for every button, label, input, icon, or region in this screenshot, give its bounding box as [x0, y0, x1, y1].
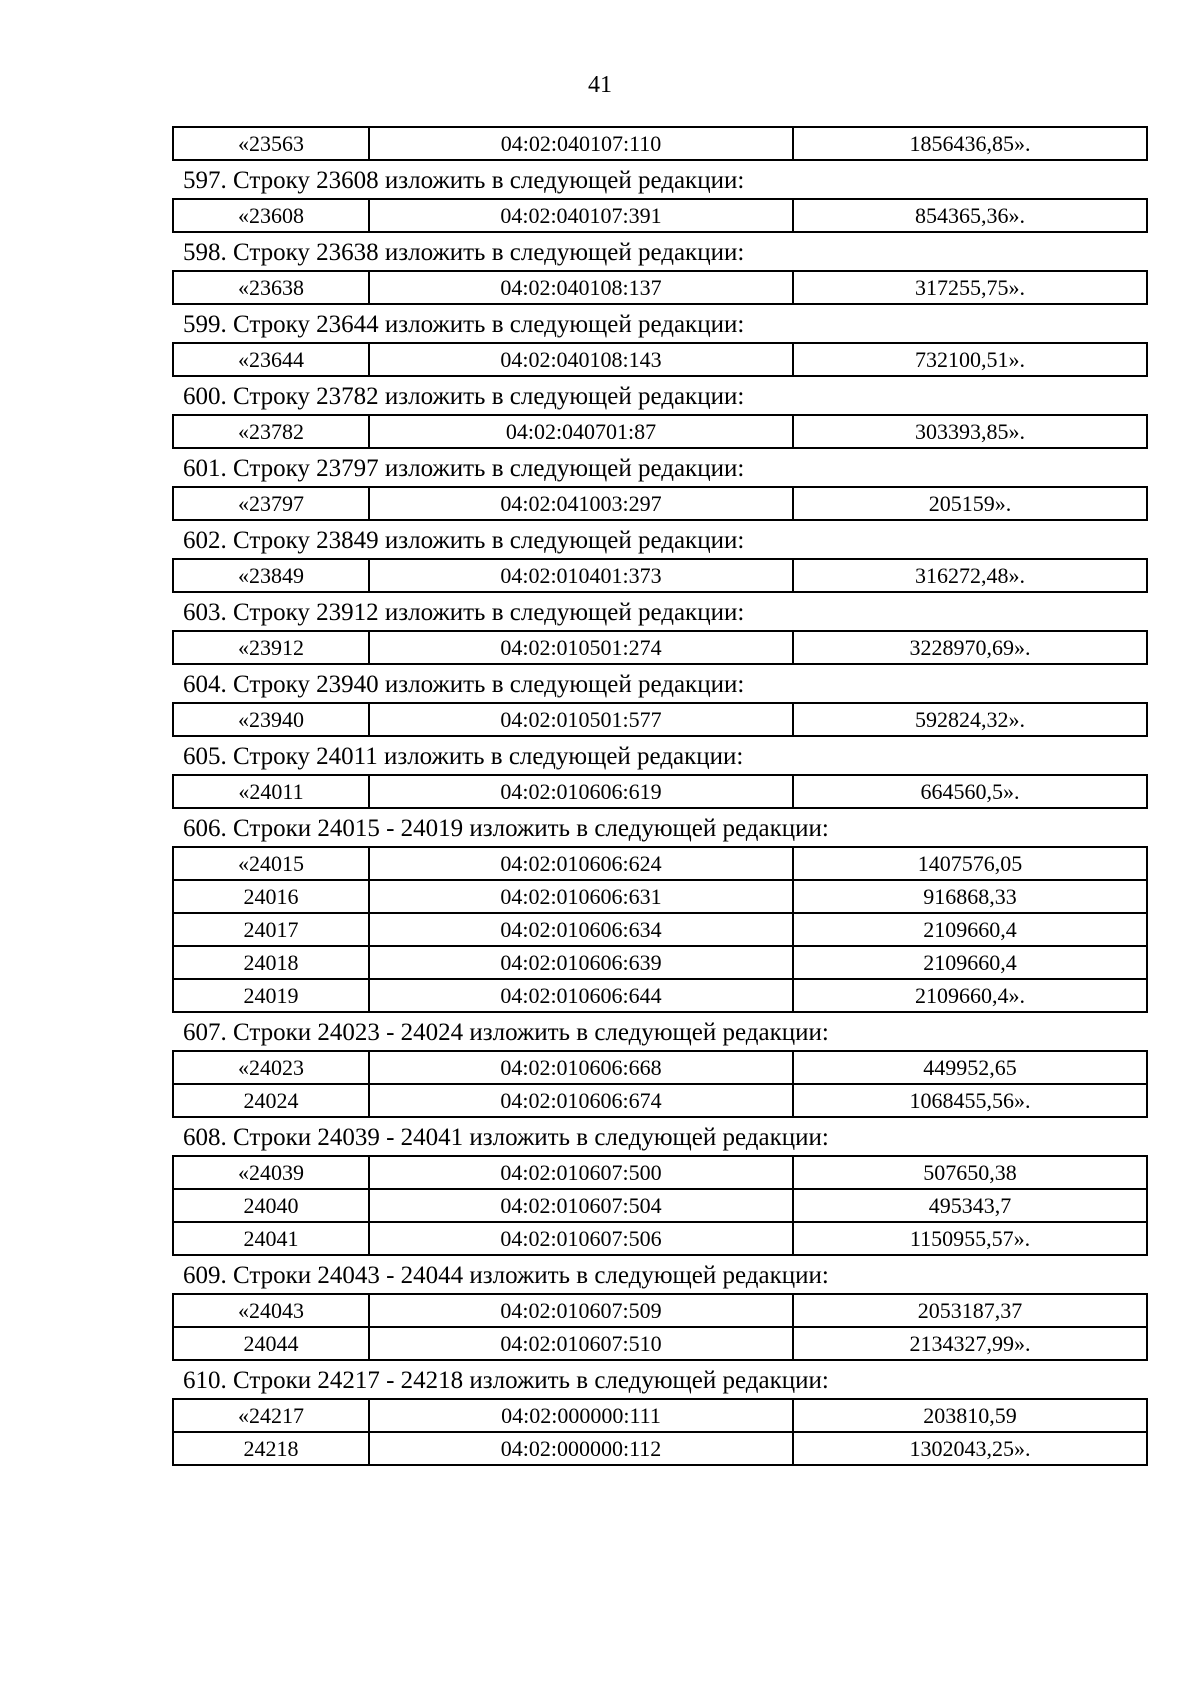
amendment-heading: 608. Строки 24039 - 24041 изложить в следующей редакции: — [183, 1124, 829, 1151]
amendment-heading: 609. Строки 24043 - 24044 изложить в следующей редакции: — [183, 1262, 829, 1289]
row-number-cell: 24024 — [173, 1084, 369, 1117]
value-cell: 1150955,57». — [793, 1222, 1147, 1255]
value-cell: 592824,32». — [793, 703, 1147, 736]
row-number-cell: «23797 — [173, 487, 369, 520]
amendment-heading: 600. Строку 23782 изложить в следующей редакции: — [183, 383, 745, 410]
row-number-cell: «24023 — [173, 1051, 369, 1084]
value-cell: 1302043,25». — [793, 1432, 1147, 1465]
cadastral-number-cell: 04:02:010606:639 — [369, 946, 793, 979]
table-row — [173, 1084, 1147, 1117]
amendment-block — [172, 667, 1146, 737]
value-cell: 205159». — [793, 487, 1147, 520]
data-table — [172, 630, 1148, 665]
data-table — [172, 270, 1148, 305]
data-table — [172, 126, 1148, 161]
amendment-heading: 605. Строку 24011 изложить в следующей редакции: — [183, 743, 744, 770]
table-row — [173, 1156, 1147, 1189]
row-number-cell: «24011 — [173, 775, 369, 808]
data-table — [172, 486, 1148, 521]
value-cell: 732100,51». — [793, 343, 1147, 376]
row-number-cell: «24015 — [173, 847, 369, 880]
row-number-cell: «23940 — [173, 703, 369, 736]
amendment-block — [172, 595, 1146, 665]
amendment-block — [172, 1015, 1146, 1118]
data-table — [172, 198, 1148, 233]
cadastral-number-cell: 04:02:010501:274 — [369, 631, 793, 664]
row-number-cell: 24040 — [173, 1189, 369, 1222]
amendment-block — [172, 1363, 1146, 1466]
cadastral-number-cell: 04:02:010607:506 — [369, 1222, 793, 1255]
table-row — [173, 880, 1147, 913]
cadastral-number-cell: 04:02:040108:143 — [369, 343, 793, 376]
row-number-cell: 24019 — [173, 979, 369, 1012]
value-cell: 1856436,85». — [793, 127, 1147, 160]
table-row — [173, 703, 1147, 736]
row-number-cell: «23644 — [173, 343, 369, 376]
value-cell: 2109660,4 — [793, 913, 1147, 946]
cadastral-number-cell: 04:02:010606:668 — [369, 1051, 793, 1084]
value-cell: 507650,38 — [793, 1156, 1147, 1189]
table-row — [173, 1222, 1147, 1255]
row-number-cell: «24043 — [173, 1294, 369, 1327]
table-row — [173, 559, 1147, 592]
value-cell: 449952,65 — [793, 1051, 1147, 1084]
amendment-heading: 598. Строку 23638 изложить в следующей редакции: — [183, 239, 745, 266]
table-row — [173, 1051, 1147, 1084]
table-row — [173, 487, 1147, 520]
row-number-cell: 24017 — [173, 913, 369, 946]
cadastral-number-cell: 04:02:040701:87 — [369, 415, 793, 448]
table-row — [173, 343, 1147, 376]
table-row — [173, 1327, 1147, 1360]
amendment-block — [172, 307, 1146, 377]
document-body — [172, 126, 1146, 1466]
row-number-cell: «23912 — [173, 631, 369, 664]
row-number-cell: «23782 — [173, 415, 369, 448]
table-row — [173, 127, 1147, 160]
page-number: 41 — [588, 72, 612, 98]
value-cell: 854365,36». — [793, 199, 1147, 232]
row-number-cell: «23608 — [173, 199, 369, 232]
value-cell: 3228970,69». — [793, 631, 1147, 664]
cadastral-number-cell: 04:02:010607:510 — [369, 1327, 793, 1360]
table-row — [173, 1294, 1147, 1327]
cadastral-number-cell: 04:02:040108:137 — [369, 271, 793, 304]
table-row — [173, 631, 1147, 664]
table-row — [173, 1432, 1147, 1465]
table-row — [173, 847, 1147, 880]
table-row — [173, 1399, 1147, 1432]
data-table — [172, 702, 1148, 737]
amendment-block — [172, 523, 1146, 593]
amendment-heading: 606. Строки 24015 - 24019 изложить в следующей редакции: — [183, 815, 829, 842]
amendment-block — [172, 1120, 1146, 1256]
amendment-block — [172, 739, 1146, 809]
value-cell: 1407576,05 — [793, 847, 1147, 880]
cadastral-number-cell: 04:02:010606:634 — [369, 913, 793, 946]
table-row — [173, 913, 1147, 946]
cadastral-number-cell: 04:02:010606:624 — [369, 847, 793, 880]
value-cell: 2134327,99». — [793, 1327, 1147, 1360]
amendment-block — [172, 163, 1146, 233]
table-row — [173, 271, 1147, 304]
row-number-cell: 24018 — [173, 946, 369, 979]
value-cell: 1068455,56». — [793, 1084, 1147, 1117]
amendment-heading: 601. Строку 23797 изложить в следующей редакции: — [183, 455, 745, 482]
data-table — [172, 846, 1148, 1013]
value-cell: 664560,5». — [793, 775, 1147, 808]
amendment-heading: 602. Строку 23849 изложить в следующей редакции: — [183, 527, 745, 554]
row-number-cell: 24044 — [173, 1327, 369, 1360]
value-cell: 495343,7 — [793, 1189, 1147, 1222]
amendment-block — [172, 1258, 1146, 1361]
data-table — [172, 774, 1148, 809]
table-row — [173, 775, 1147, 808]
row-number-cell: «23638 — [173, 271, 369, 304]
cadastral-number-cell: 04:02:010501:577 — [369, 703, 793, 736]
value-cell: 303393,85». — [793, 415, 1147, 448]
data-table — [172, 1293, 1148, 1361]
value-cell: 2053187,37 — [793, 1294, 1147, 1327]
cadastral-number-cell: 04:02:040107:110 — [369, 127, 793, 160]
table-row — [173, 946, 1147, 979]
amendment-heading: 599. Строку 23644 изложить в следующей редакции: — [183, 311, 745, 338]
cadastral-number-cell: 04:02:010607:500 — [369, 1156, 793, 1189]
row-number-cell: 24041 — [173, 1222, 369, 1255]
amendment-heading: 604. Строку 23940 изложить в следующей редакции: — [183, 671, 745, 698]
table-row — [173, 1189, 1147, 1222]
cadastral-number-cell: 04:02:041003:297 — [369, 487, 793, 520]
cadastral-number-cell: 04:02:010401:373 — [369, 559, 793, 592]
row-number-cell: 24218 — [173, 1432, 369, 1465]
amendment-block — [172, 235, 1146, 305]
data-table — [172, 342, 1148, 377]
amendment-heading: 603. Строку 23912 изложить в следующей редакции: — [183, 599, 745, 626]
value-cell: 203810,59 — [793, 1399, 1147, 1432]
table-row — [173, 979, 1147, 1012]
value-cell: 2109660,4 — [793, 946, 1147, 979]
row-number-cell: 24016 — [173, 880, 369, 913]
data-table — [172, 1398, 1148, 1466]
value-cell: 316272,48». — [793, 559, 1147, 592]
table-row — [173, 199, 1147, 232]
value-cell: 2109660,4». — [793, 979, 1147, 1012]
cadastral-number-cell: 04:02:000000:111 — [369, 1399, 793, 1432]
amendment-heading: 607. Строки 24023 - 24024 изложить в следующей редакции: — [183, 1019, 829, 1046]
table-row — [173, 415, 1147, 448]
amendment-heading: 597. Строку 23608 изложить в следующей редакции: — [183, 167, 745, 194]
cadastral-number-cell: 04:02:000000:112 — [369, 1432, 793, 1465]
amendment-block — [172, 811, 1146, 1013]
amendment-block — [172, 379, 1146, 449]
value-cell: 916868,33 — [793, 880, 1147, 913]
data-table — [172, 1155, 1148, 1256]
cadastral-number-cell: 04:02:010607:509 — [369, 1294, 793, 1327]
data-table — [172, 414, 1148, 449]
cadastral-number-cell: 04:02:040107:391 — [369, 199, 793, 232]
cadastral-number-cell: 04:02:010606:644 — [369, 979, 793, 1012]
cadastral-number-cell: 04:02:010607:504 — [369, 1189, 793, 1222]
amendment-heading: 610. Строки 24217 - 24218 изложить в следующей редакции: — [183, 1367, 829, 1394]
row-number-cell: «24039 — [173, 1156, 369, 1189]
cadastral-number-cell: 04:02:010606:631 — [369, 880, 793, 913]
amendment-block — [172, 451, 1146, 521]
row-number-cell: «23563 — [173, 127, 369, 160]
cadastral-number-cell: 04:02:010606:674 — [369, 1084, 793, 1117]
value-cell: 317255,75». — [793, 271, 1147, 304]
cadastral-number-cell: 04:02:010606:619 — [369, 775, 793, 808]
row-number-cell: «24217 — [173, 1399, 369, 1432]
data-table — [172, 558, 1148, 593]
row-number-cell: «23849 — [173, 559, 369, 592]
data-table — [172, 1050, 1148, 1118]
